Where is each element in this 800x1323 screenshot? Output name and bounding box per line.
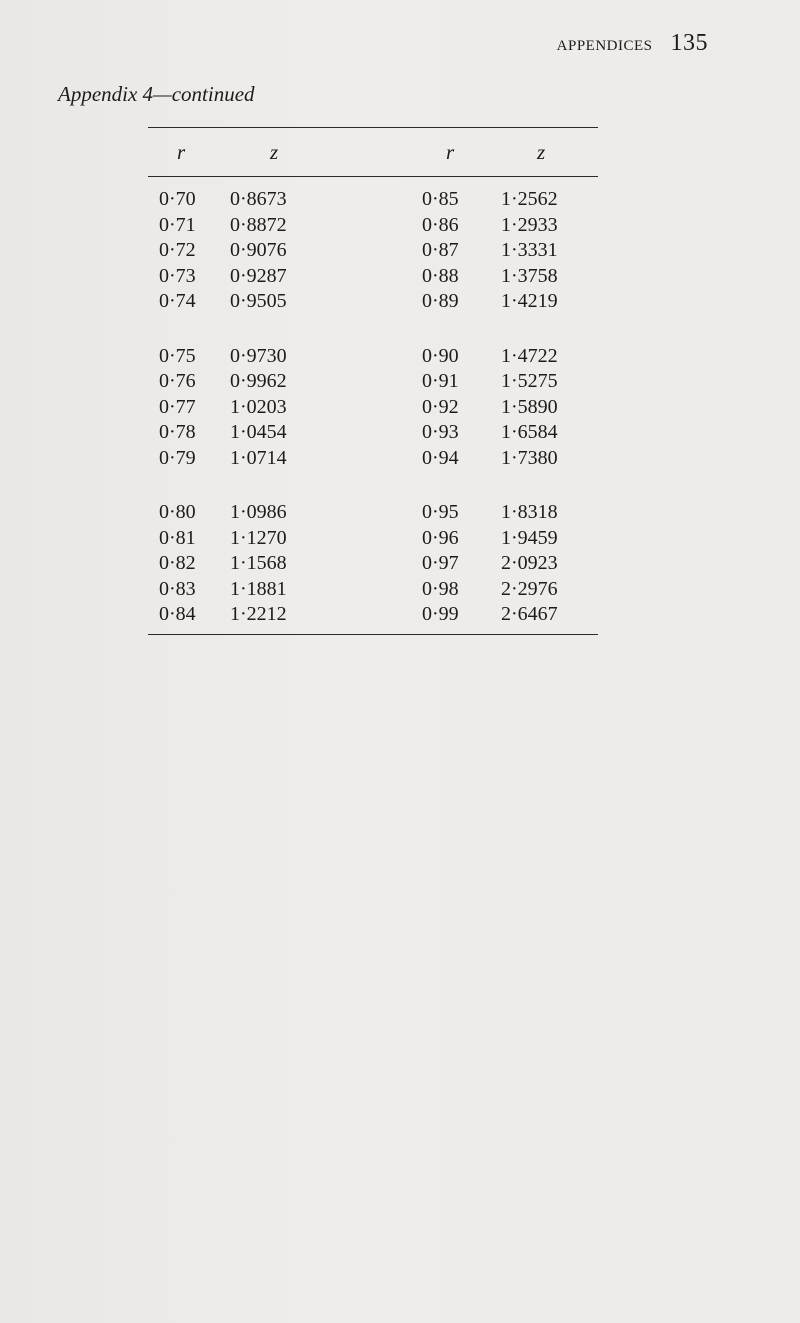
cell-z-right: 1·2562	[501, 188, 558, 210]
cell-z-left: 1·2212	[230, 603, 287, 625]
cell-r-left: 0·79	[159, 446, 196, 469]
cell-z-right: 1·8318	[501, 501, 558, 523]
table-row	[148, 238, 598, 264]
cell-z-left: 0·8673	[230, 188, 287, 210]
table-row	[148, 420, 598, 446]
table-row	[148, 369, 598, 395]
header-r-left: r	[177, 140, 186, 164]
cell-z-right: 2·6467	[501, 603, 558, 625]
cell-r-left: 0·81	[159, 526, 196, 549]
correlation-table	[148, 127, 598, 635]
table-row	[148, 446, 598, 472]
cell-r-left: 0·82	[159, 552, 196, 574]
cell-r-left: 0·73	[159, 264, 196, 287]
cell-z-right: 2·0923	[501, 552, 558, 574]
cell-r-right: 0·87	[422, 239, 459, 261]
table-row	[148, 264, 598, 290]
cell-r-right: 0·90	[422, 344, 459, 367]
cell-z-left: 0·8872	[230, 213, 287, 236]
table-row	[148, 551, 598, 577]
cell-r-left: 0·76	[159, 370, 196, 392]
table-row	[148, 289, 598, 315]
cell-r-right: 0·89	[422, 290, 459, 312]
cell-r-left: 0·74	[159, 290, 196, 312]
cell-r-left: 0·80	[159, 501, 196, 523]
cell-z-left: 1·1568	[230, 552, 287, 574]
cell-z-right: 1·5890	[501, 395, 558, 418]
row-group	[148, 344, 598, 472]
cell-z-right: 1·2933	[501, 213, 558, 236]
cell-r-left: 0·84	[159, 603, 196, 625]
table-header-row	[148, 128, 598, 176]
cell-z-left: 1·1270	[230, 526, 287, 549]
table-row	[148, 500, 598, 526]
cell-r-right: 0·88	[422, 264, 459, 287]
cell-z-right: 2·2976	[501, 577, 558, 600]
table-row	[148, 187, 598, 213]
running-head-section: appendices	[556, 31, 653, 55]
cell-z-right: 1·4219	[501, 290, 558, 312]
cell-z-right: 1·4722	[501, 344, 558, 367]
cell-r-right: 0·92	[422, 395, 459, 418]
cell-z-right: 1·9459	[501, 526, 558, 549]
cell-r-right: 0·95	[422, 501, 459, 523]
cell-r-left: 0·75	[159, 344, 196, 367]
cell-r-right: 0·93	[422, 421, 459, 443]
table-row	[148, 344, 598, 370]
cell-z-right: 1·3331	[501, 239, 558, 261]
cell-r-left: 0·78	[159, 421, 196, 443]
page-number: 135	[670, 30, 708, 56]
cell-r-left: 0·71	[159, 213, 196, 236]
cell-z-left: 1·0714	[230, 446, 287, 469]
cell-z-right: 1·3758	[501, 264, 558, 287]
header-r-right: r	[446, 140, 455, 164]
cell-r-right: 0·98	[422, 577, 459, 600]
header-z-left: z	[270, 140, 279, 164]
running-head	[557, 30, 708, 57]
row-group	[148, 500, 598, 628]
table-body	[148, 187, 598, 628]
cell-z-left: 0·9730	[230, 344, 287, 367]
table-row	[148, 577, 598, 603]
cell-r-left: 0·77	[159, 395, 196, 418]
table-bottom-rule	[148, 634, 598, 635]
table-row	[148, 213, 598, 239]
cell-r-right: 0·85	[422, 188, 459, 210]
cell-z-left: 0·9505	[230, 290, 287, 312]
header-z-right: z	[537, 140, 546, 164]
cell-r-right: 0·96	[422, 526, 459, 549]
cell-z-right: 1·6584	[501, 421, 558, 443]
cell-r-left: 0·83	[159, 577, 196, 600]
cell-z-right: 1·7380	[501, 446, 558, 469]
table-row	[148, 602, 598, 628]
cell-r-right: 0·99	[422, 603, 459, 625]
cell-z-left: 1·1881	[230, 577, 287, 600]
table-caption: Appendix 4—continued	[58, 82, 255, 106]
cell-r-right: 0·86	[422, 213, 459, 236]
table-row	[148, 526, 598, 552]
cell-z-left: 1·0986	[230, 501, 287, 523]
cell-z-left: 1·0203	[230, 395, 287, 418]
table-row	[148, 395, 598, 421]
cell-z-left: 0·9962	[230, 370, 287, 392]
cell-r-left: 0·70	[159, 188, 196, 210]
cell-z-left: 0·9287	[230, 264, 287, 287]
cell-r-right: 0·91	[422, 370, 459, 392]
cell-r-left: 0·72	[159, 239, 196, 261]
cell-z-right: 1·5275	[501, 370, 558, 392]
cell-r-right: 0·97	[422, 552, 459, 574]
row-group	[148, 187, 598, 315]
cell-z-left: 0·9076	[230, 239, 287, 261]
cell-z-left: 1·0454	[230, 421, 287, 443]
cell-r-right: 0·94	[422, 446, 459, 469]
